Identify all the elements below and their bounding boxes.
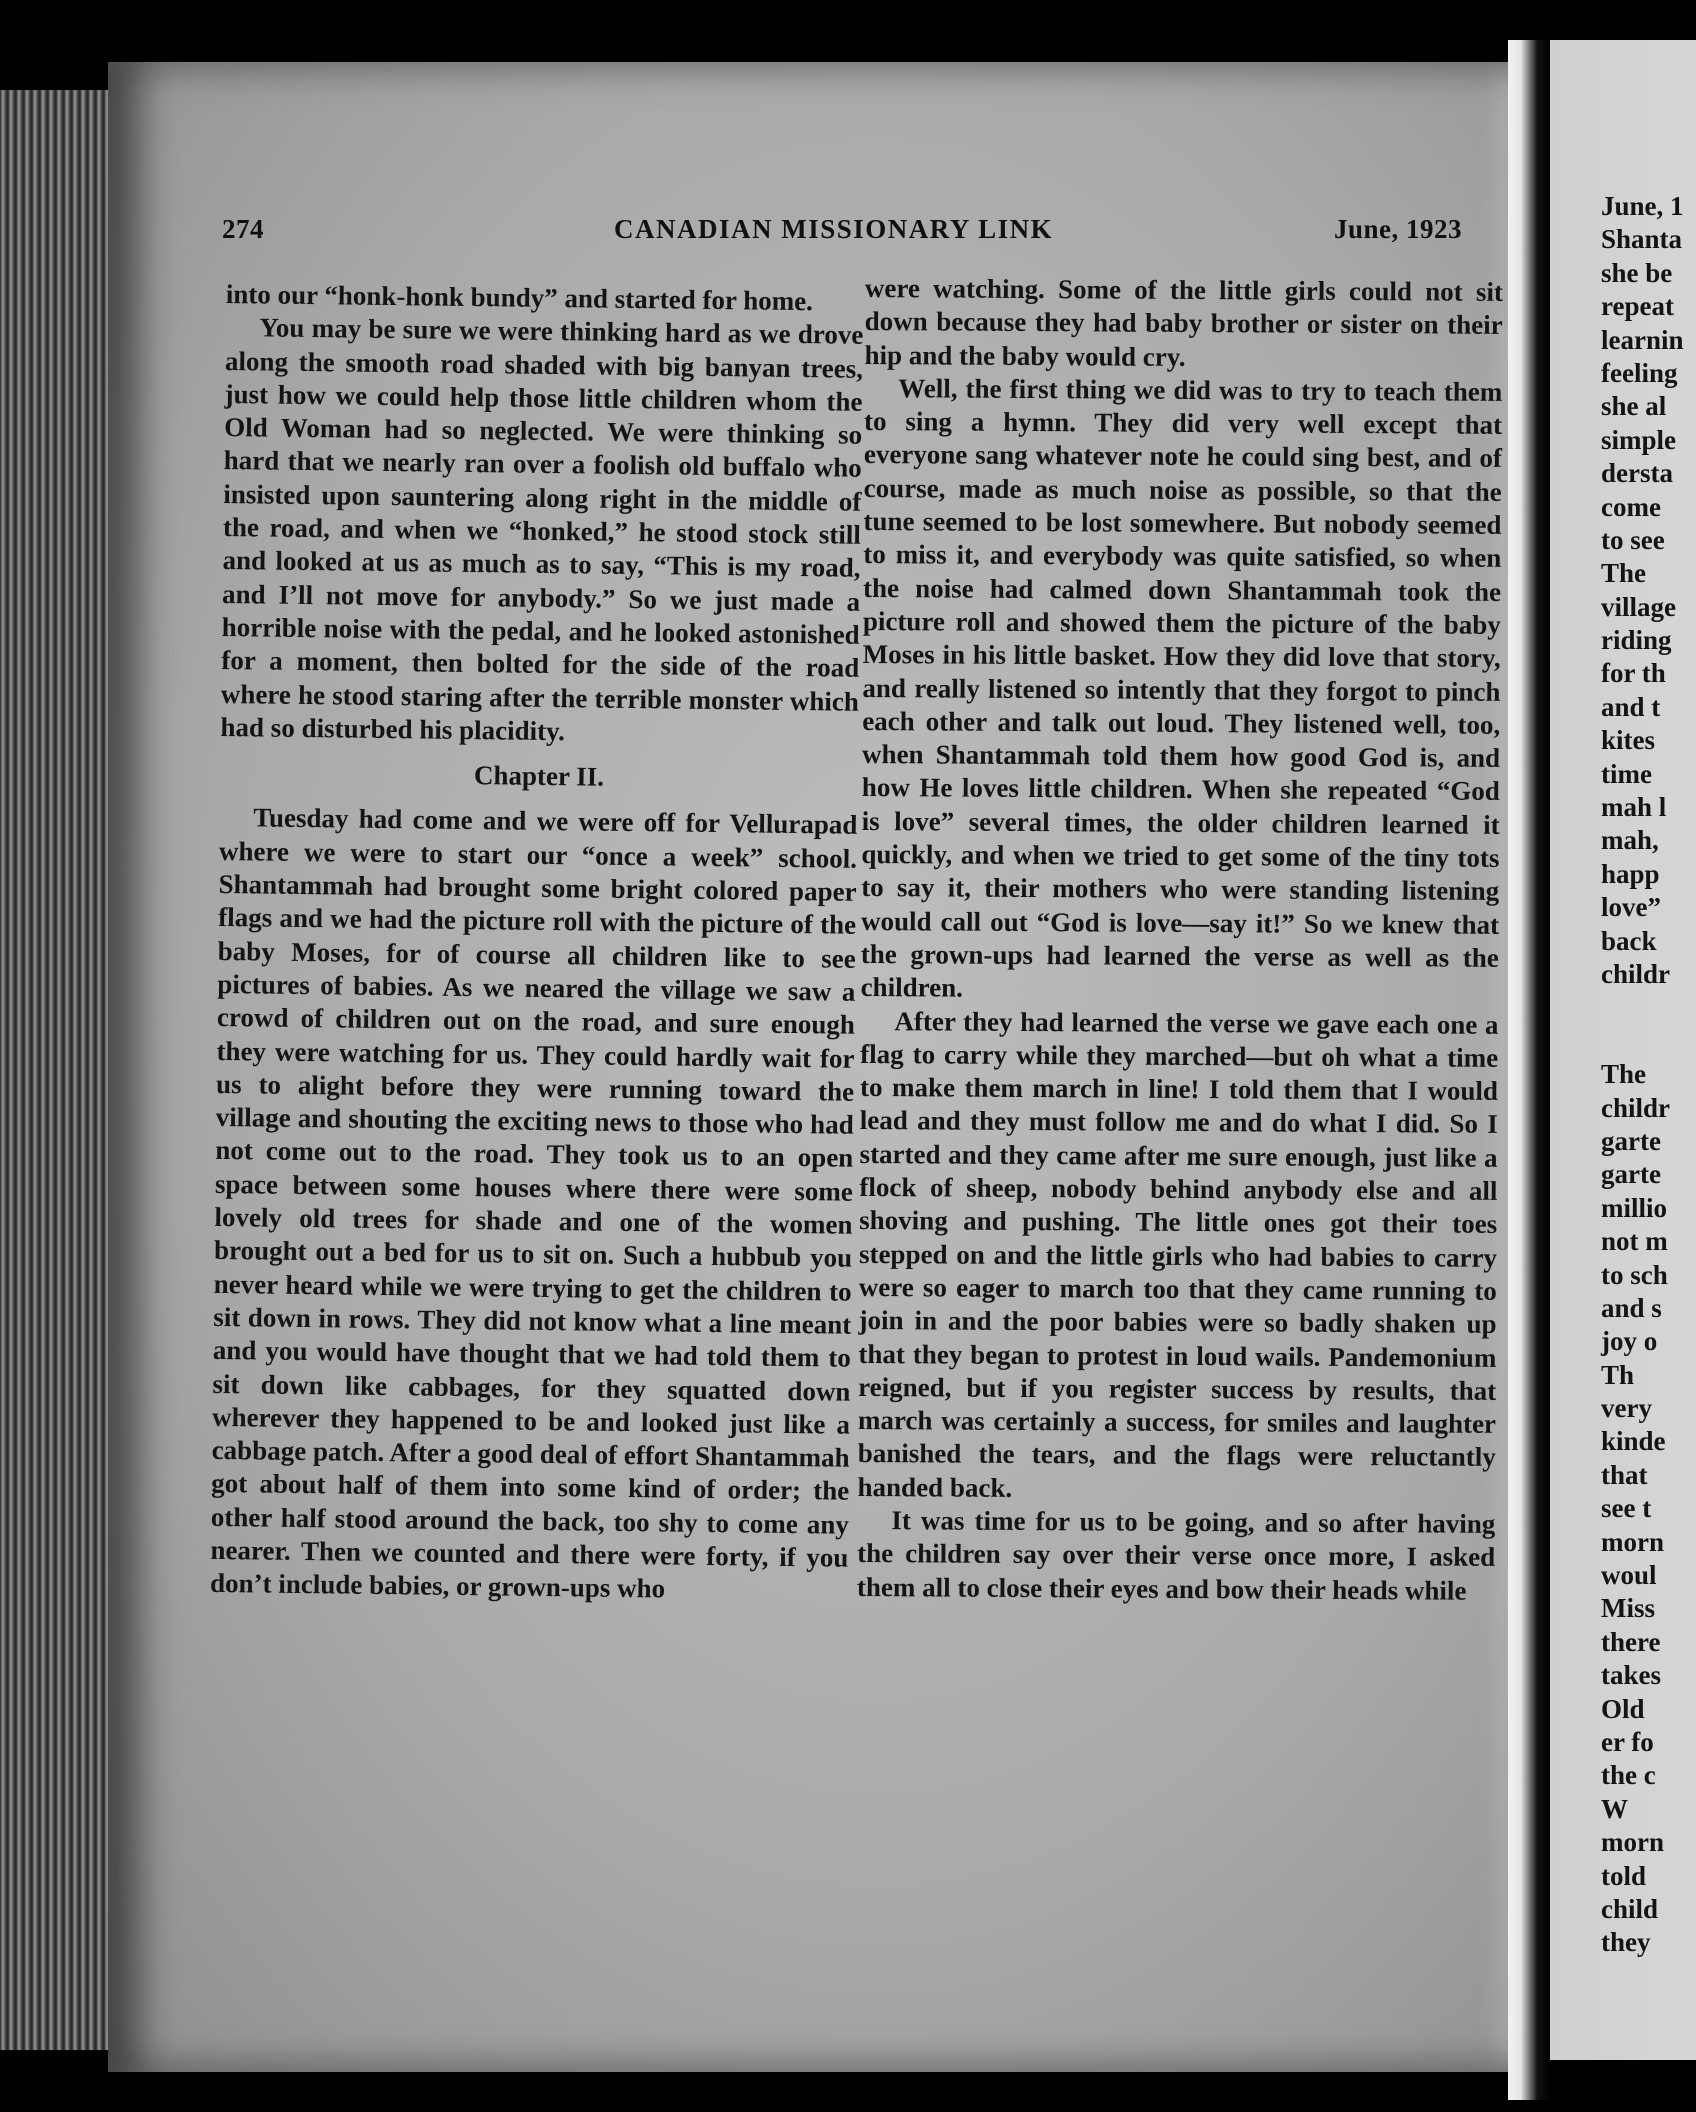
- fragment-line: not m: [1601, 1226, 1668, 1257]
- book-page-edges: [0, 90, 120, 2050]
- fragment-line: they: [1601, 1927, 1651, 1958]
- paragraph: It was time for us to be going, and so after having the children say over their verse once more, I asked them all to close their eyes and bow their heads while: [856, 1505, 1496, 1606]
- fragment-line: come: [1601, 491, 1661, 522]
- fragment-line: Old: [1601, 1693, 1645, 1724]
- fragment-line: happ: [1601, 858, 1660, 889]
- fragment-line: morn: [1601, 1526, 1664, 1557]
- running-header: [222, 214, 1462, 250]
- paragraph: Tuesday had come and we were off for Vellurapad where we were to start our “once a week” school. Shantammah had brought some bright colored paper flags and we had the picture roll with the picture of the baby Moses, for of course all children like to see pictures of babies. As we neared the village we saw a crowd of children out on the road, and sure enough they were watching for us. They could hardly wait for us to alight before they were running toward the village and shouting the exciting news to those who had not come out to the road. They took us to an open space between some houses where there were some lovely old trees for shade and one of the women brought out a bed for us to sit on. Such a hubbub you never heard while we were trying to get the children to sit down in rows. They did not know what a line meant and you would have thought that we had told them to sit down like cabbages, for they squatted down wherever they happened to be and looked just like a cabbage patch. After a good deal of effort Shantammah got about half of them into some kind of order; the other half stood around the back, too shy to come any nearer. Then we counted and there were forty, if you don’t include babies, or grown-ups who: [209, 802, 858, 1604]
- fragment-line: and s: [1601, 1292, 1662, 1323]
- fragment-line: er fo: [1601, 1726, 1654, 1757]
- fragment-line: kites: [1601, 725, 1655, 756]
- fragment-line: dersta: [1601, 458, 1673, 489]
- book-gutter: [1508, 40, 1550, 2100]
- fragment-line: Miss: [1601, 1593, 1655, 1624]
- fragment-line: The: [1601, 558, 1647, 589]
- paragraph: After they had learned the verse we gave each one a flag to carry while they marched—but oh what a time to make them march in line! I told them that I would lead and they must follow me and do what I did. So I started and they came after me sure enough, just like a flock of sheep, nobody behind anybody else and all shoving and pushing. The little ones got their toes stepped on and the little girls who had babies to carry were so eager to march too that they came running to join in and the poor babies were so badly shaken up that they began to protest in loud wails. Pandemonium reigned, but if you register success by results, that march was certainly a success, for smiles and laughter banished the tears, and the flags were reluctantly handed back.: [857, 1005, 1499, 1503]
- fragment-line: back: [1601, 925, 1657, 956]
- fragment-line: love”: [1601, 892, 1661, 923]
- paragraph: You may be sure we were thinking hard as we drove along the smooth road shaded with big banyan trees, just how we could help those little children whom the Old Woman had so neglected. We were thinking so hard that we nearly ran over a foolish old buffalo who insisted upon sauntering along right in the middle of the road, and when we “honked,” he stood stock still and looked at us as much as to say, “This is my road, and I’ll not move for anybody.” So we just made a horrible noise with the pedal, and he looked astonished for a moment, then bolted for the side of the road where he stood staring after the terrible monster which had so disturbed his placidity.: [220, 312, 864, 747]
- fragment-line: time: [1601, 758, 1652, 789]
- fragment-line: and t: [1601, 691, 1661, 722]
- paragraph: into our “honk-honk bundy” and started for home.: [225, 278, 814, 317]
- fragment-line: June, 1: [1601, 191, 1684, 221]
- fragment-line: learnin: [1601, 324, 1684, 355]
- fragment-line: that: [1601, 1459, 1648, 1490]
- fragment-line: there: [1601, 1626, 1661, 1657]
- fragment-line: joy o: [1601, 1326, 1658, 1357]
- paragraph: were watching. Some of the little girls could not sit down because they had baby brother or sister on their hip and the baby would cry.: [864, 272, 1503, 372]
- fragment-line: mah l: [1601, 792, 1667, 823]
- fragment-line: village: [1601, 591, 1676, 622]
- journal-title: CANADIAN MISSIONARY LINK: [614, 214, 1054, 244]
- fragment-line: to see: [1601, 524, 1665, 555]
- fragment-line: Shanta: [1601, 224, 1683, 255]
- fragment-line: kinde: [1601, 1426, 1666, 1457]
- fragment-line: childr: [1601, 1092, 1671, 1123]
- fragment-line: riding: [1601, 625, 1672, 656]
- issue-date: June, 1923: [1333, 214, 1462, 244]
- next-page-text-fragments: [1601, 190, 1696, 1960]
- fragment-line: feeling: [1601, 357, 1678, 388]
- fragment-line: see t: [1601, 1493, 1652, 1524]
- fragment-line: garte: [1601, 1125, 1661, 1156]
- right-text-column: [857, 272, 1503, 1608]
- paragraph: Well, the first thing we did was to try to teach them to sing a hymn. They did very well except that everyone sang whatever note he could sing best, and of course, made as much noise as possible, so that the tune seemed to be lost somewhere. But nobody seemed to miss it, and everybody was quite satisfied, so when the noise had calmed down Shantammah took the picture roll and showed them the picture of the baby Moses in his little basket. How they did love that story, and really listened so intently that they forgot to pinch each other and talk out loud. They listened well, too, when Shantammah told them how good God is, and how He loves little children. When she repeated “God is love” several times, the older children learned it quickly, and when we tried to get some of the tiny tots to say it, their mothers who were standing listening would call out “God is love—say it!” So we knew that the grown-ups had learned the verse as well as the children.: [860, 373, 1503, 1003]
- chapter-heading: Chapter II.: [473, 760, 605, 792]
- fragment-line: W: [1601, 1793, 1628, 1824]
- fragment-line: simple: [1601, 424, 1677, 455]
- page-number: 274: [222, 214, 264, 244]
- fragment-line: takes: [1601, 1660, 1661, 1691]
- fragment-line: childr: [1601, 958, 1671, 989]
- fragment-line: told: [1601, 1860, 1647, 1891]
- fragment-line: the c: [1601, 1760, 1656, 1791]
- fragment-line: to sch: [1601, 1259, 1668, 1290]
- fragment-line: she be: [1601, 257, 1673, 288]
- fragment-line: very: [1601, 1393, 1652, 1424]
- fragment-line: morn: [1601, 1827, 1664, 1858]
- fragment-line: she al: [1601, 391, 1667, 422]
- fragment-line: millio: [1601, 1192, 1667, 1223]
- fragment-line: child: [1601, 1893, 1659, 1924]
- left-text-column: [210, 278, 864, 1608]
- fragment-line: woul: [1601, 1560, 1657, 1591]
- fragment-line: repeat: [1601, 291, 1674, 322]
- fragment-line: for th: [1601, 658, 1666, 689]
- fragment-line: garte: [1601, 1159, 1661, 1190]
- fragment-line: mah,: [1601, 825, 1659, 856]
- fragment-line: The: [1601, 1059, 1647, 1090]
- fragment-line: Th: [1601, 1359, 1635, 1390]
